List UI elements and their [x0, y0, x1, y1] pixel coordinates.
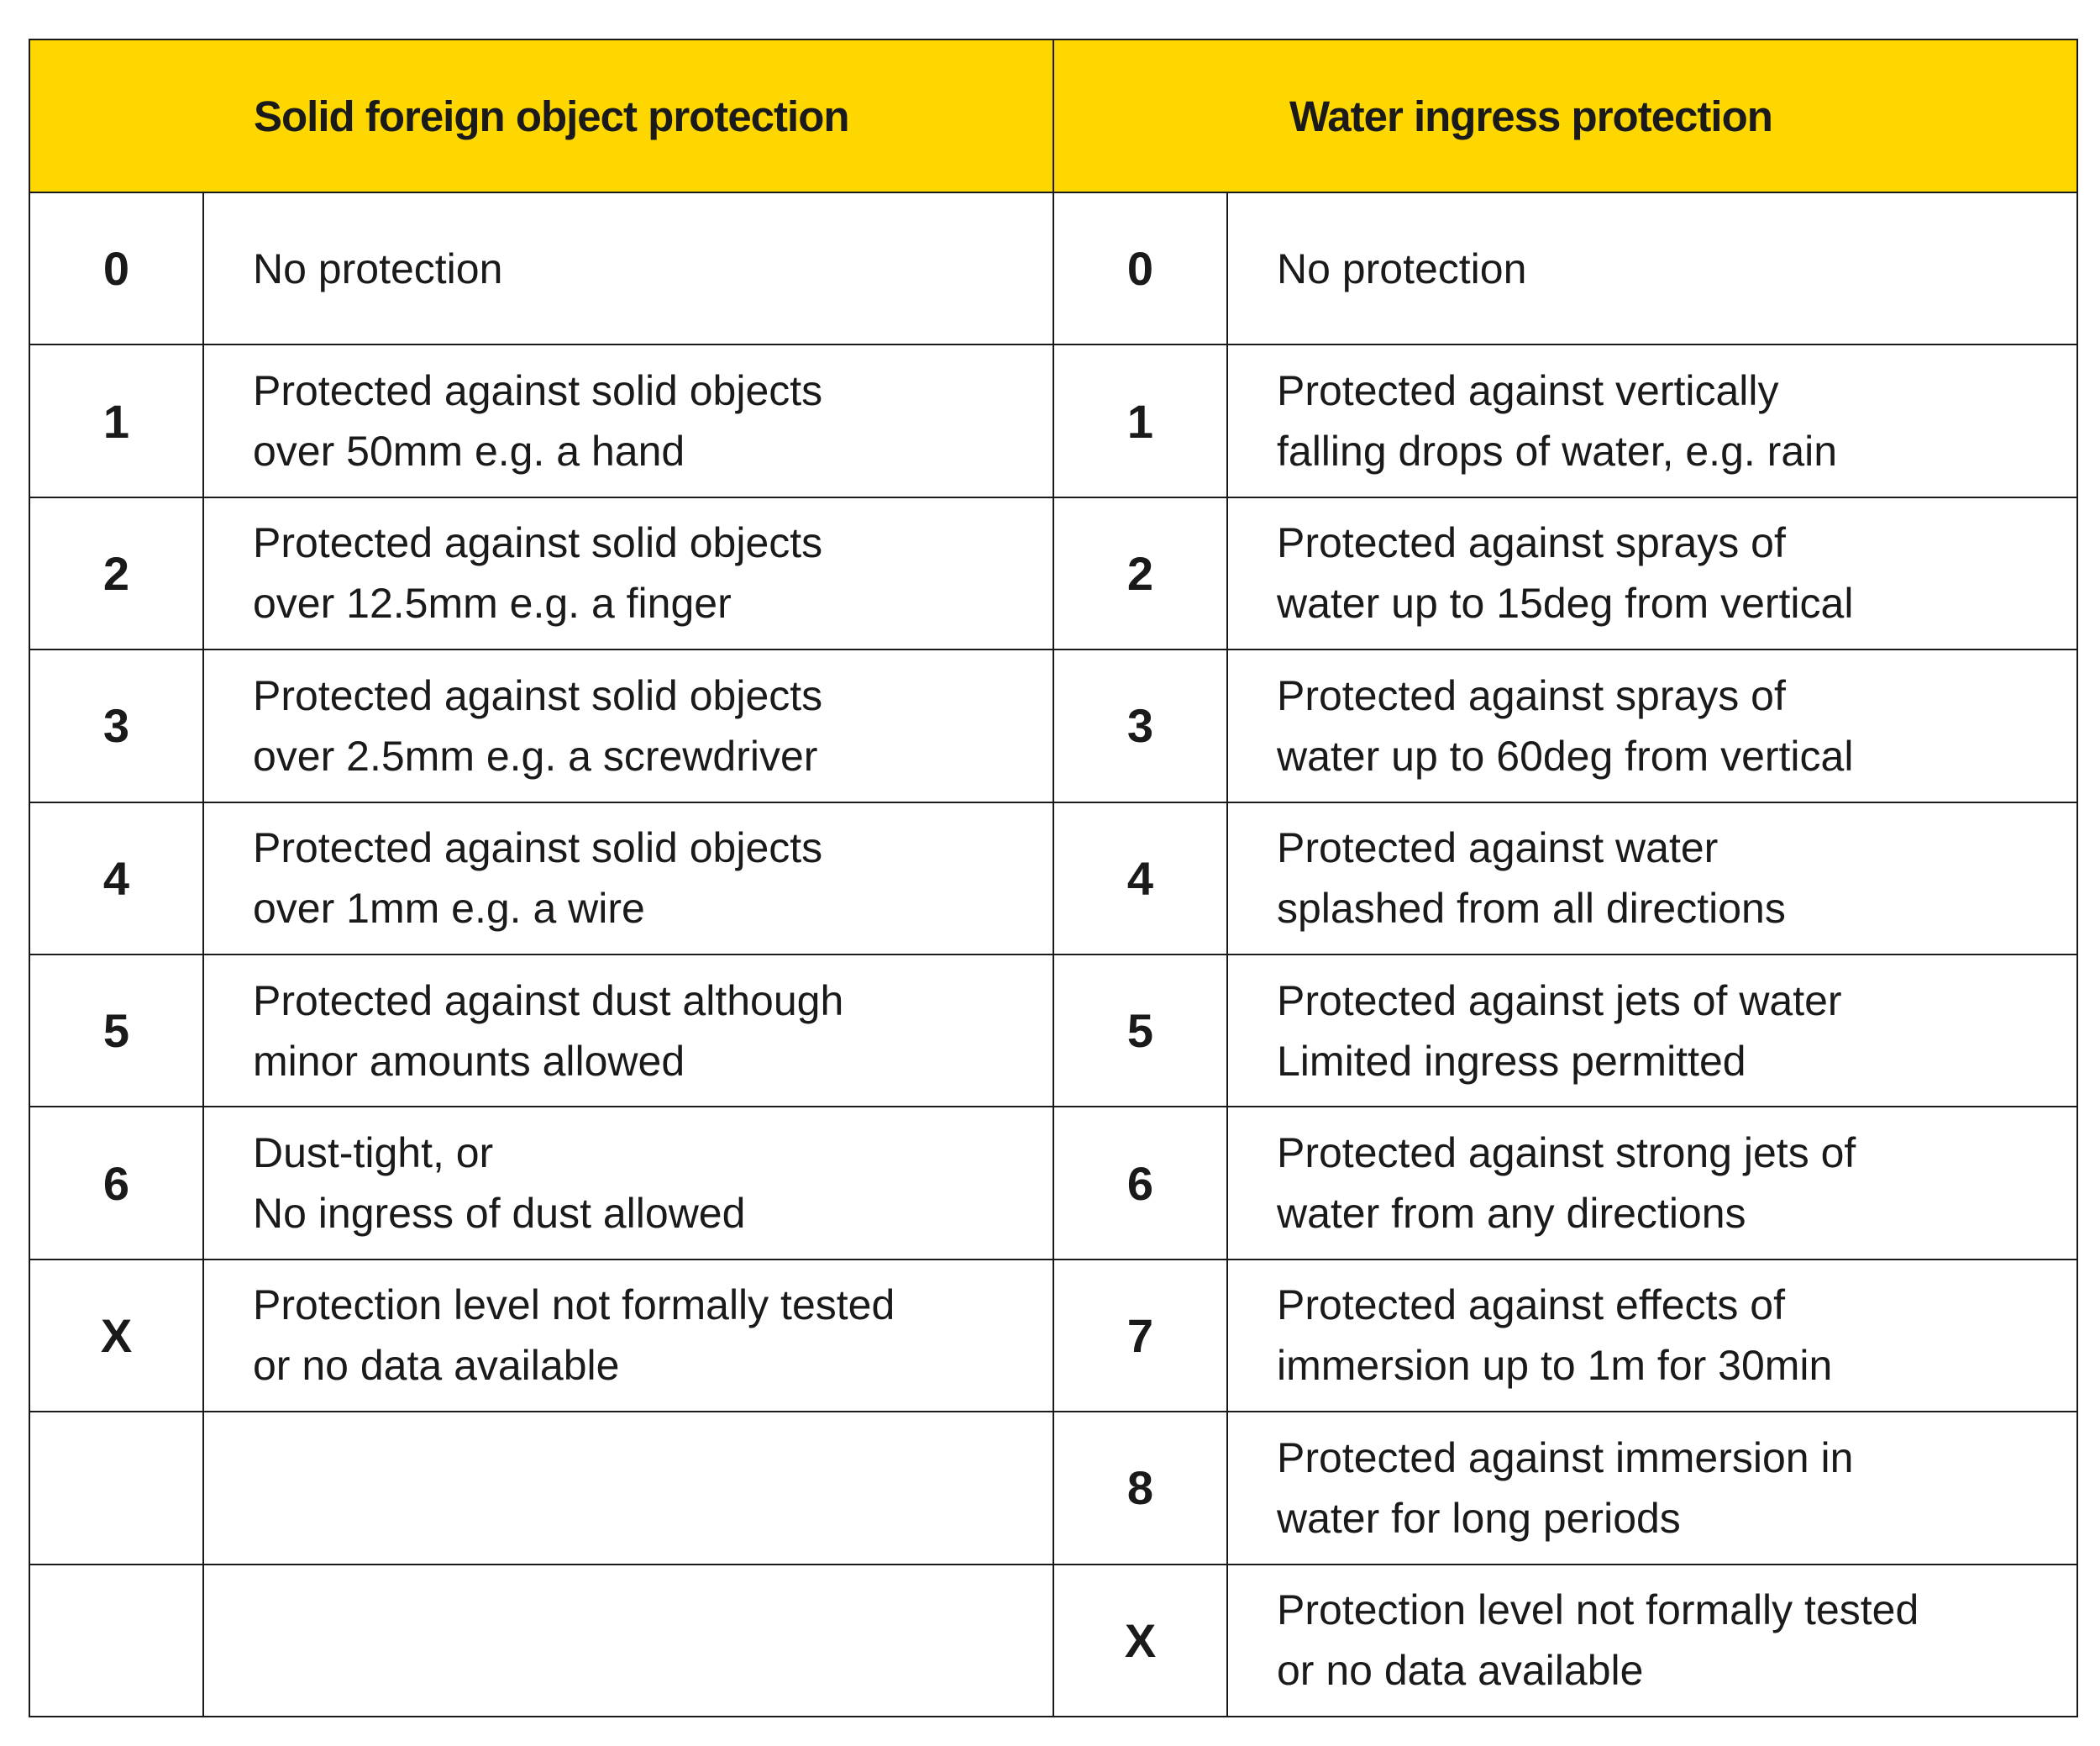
water-description-line: Protected against vertically — [1277, 367, 1779, 415]
water-code: 7 — [1053, 1260, 1227, 1412]
table-row — [29, 802, 2077, 955]
solid-description-line: over 1mm e.g. a wire — [253, 885, 645, 933]
solid-code: 4 — [29, 802, 203, 955]
water-protection-header — [1053, 39, 2077, 192]
solid-description-line: No ingress of dust allowed — [253, 1190, 746, 1238]
water-description-line: Protected against water — [1277, 824, 1719, 872]
solid-description — [203, 497, 1053, 649]
water-description-line: water for long periods — [1277, 1494, 1681, 1542]
ip-rating-table — [29, 39, 2078, 1717]
solid-code: X — [29, 1260, 203, 1412]
header-row — [29, 39, 2077, 192]
solid-description-line: Protected against solid objects — [253, 824, 823, 872]
solid-code: 3 — [29, 649, 203, 802]
solid-code-empty — [29, 1412, 203, 1564]
water-code: X — [1053, 1565, 1227, 1717]
water-description-line: Protected against strong jets of — [1277, 1129, 1856, 1177]
water-description — [1227, 1107, 2077, 1259]
solid-description — [203, 344, 1053, 497]
solid-description-line: or no data available — [253, 1342, 620, 1390]
solid-description-line: over 50mm e.g. a hand — [253, 428, 685, 476]
solid-code: 1 — [29, 344, 203, 497]
water-description-line: Protected against sprays of — [1277, 671, 1786, 719]
solid-description — [203, 802, 1053, 955]
water-description — [1227, 802, 2077, 955]
water-code: 0 — [1053, 192, 1227, 344]
table-row — [29, 497, 2077, 649]
solid-description-line: Protection level not formally tested — [253, 1281, 895, 1329]
water-code: 3 — [1053, 649, 1227, 802]
solid-description-line: over 12.5mm e.g. a finger — [253, 580, 732, 628]
solid-description-empty — [203, 1412, 1053, 1564]
solid-code: 0 — [29, 192, 203, 344]
solid-description-line: Dust-tight, or — [253, 1129, 494, 1177]
water-description — [1227, 1565, 2077, 1717]
water-description-line: or no data available — [1277, 1647, 1644, 1695]
solid-description — [203, 1260, 1053, 1412]
table-row — [29, 1412, 2077, 1564]
water-code: 2 — [1053, 497, 1227, 649]
water-description — [1227, 1260, 2077, 1412]
solid-description-line: over 2.5mm e.g. a screwdriver — [253, 732, 818, 780]
water-description — [1227, 344, 2077, 497]
solid-code: 5 — [29, 955, 203, 1107]
water-description-line: water up to 15deg from vertical — [1277, 580, 1854, 628]
water-description-line: Limited ingress permitted — [1277, 1037, 1746, 1085]
water-description-line: water up to 60deg from vertical — [1277, 732, 1854, 780]
solid-description — [203, 192, 1053, 344]
solid-description — [203, 955, 1053, 1107]
solid-description-line: Protected against dust although — [253, 976, 844, 1024]
table-row — [29, 1260, 2077, 1412]
water-description-line: Protected against sprays of — [1277, 519, 1786, 567]
table-row — [29, 344, 2077, 497]
water-protection-header-label: Water ingress protection — [1289, 92, 1772, 140]
table-row — [29, 1565, 2077, 1717]
table-row — [29, 192, 2077, 344]
solid-code: 6 — [29, 1107, 203, 1259]
water-description — [1227, 497, 2077, 649]
solid-description-line: No protection — [253, 245, 503, 292]
table-row — [29, 649, 2077, 802]
water-description — [1227, 649, 2077, 802]
solid-code-empty — [29, 1565, 203, 1717]
solid-protection-header-label: Solid foreign object protection — [254, 92, 849, 140]
water-description-line: splashed from all directions — [1277, 885, 1786, 933]
solid-description-line: Protected against solid objects — [253, 367, 823, 415]
table-row — [29, 1107, 2077, 1259]
water-description — [1227, 955, 2077, 1107]
water-code: 6 — [1053, 1107, 1227, 1259]
water-description-line: Protected against immersion in — [1277, 1433, 1854, 1481]
solid-description — [203, 1107, 1053, 1259]
solid-description-line: Protected against solid objects — [253, 671, 823, 719]
water-description-line: Protected against effects of — [1277, 1281, 1786, 1329]
water-code: 4 — [1053, 802, 1227, 955]
water-description — [1227, 192, 2077, 344]
solid-description-line: minor amounts allowed — [253, 1037, 685, 1085]
water-description-line: Protection level not formally tested — [1277, 1586, 1919, 1634]
water-description-line: falling drops of water, e.g. rain — [1277, 428, 1838, 476]
solid-description-line: Protected against solid objects — [253, 519, 823, 567]
water-code: 8 — [1053, 1412, 1227, 1564]
solid-code: 2 — [29, 497, 203, 649]
water-code: 5 — [1053, 955, 1227, 1107]
solid-protection-header — [29, 39, 1053, 192]
solid-description-empty — [203, 1565, 1053, 1717]
water-description-line: No protection — [1277, 245, 1527, 292]
water-description — [1227, 1412, 2077, 1564]
water-description-line: Protected against jets of water — [1277, 976, 1842, 1024]
water-description-line: water from any directions — [1277, 1190, 1746, 1238]
table-row — [29, 955, 2077, 1107]
solid-description — [203, 649, 1053, 802]
water-code: 1 — [1053, 344, 1227, 497]
water-description-line: immersion up to 1m for 30min — [1277, 1342, 1833, 1390]
